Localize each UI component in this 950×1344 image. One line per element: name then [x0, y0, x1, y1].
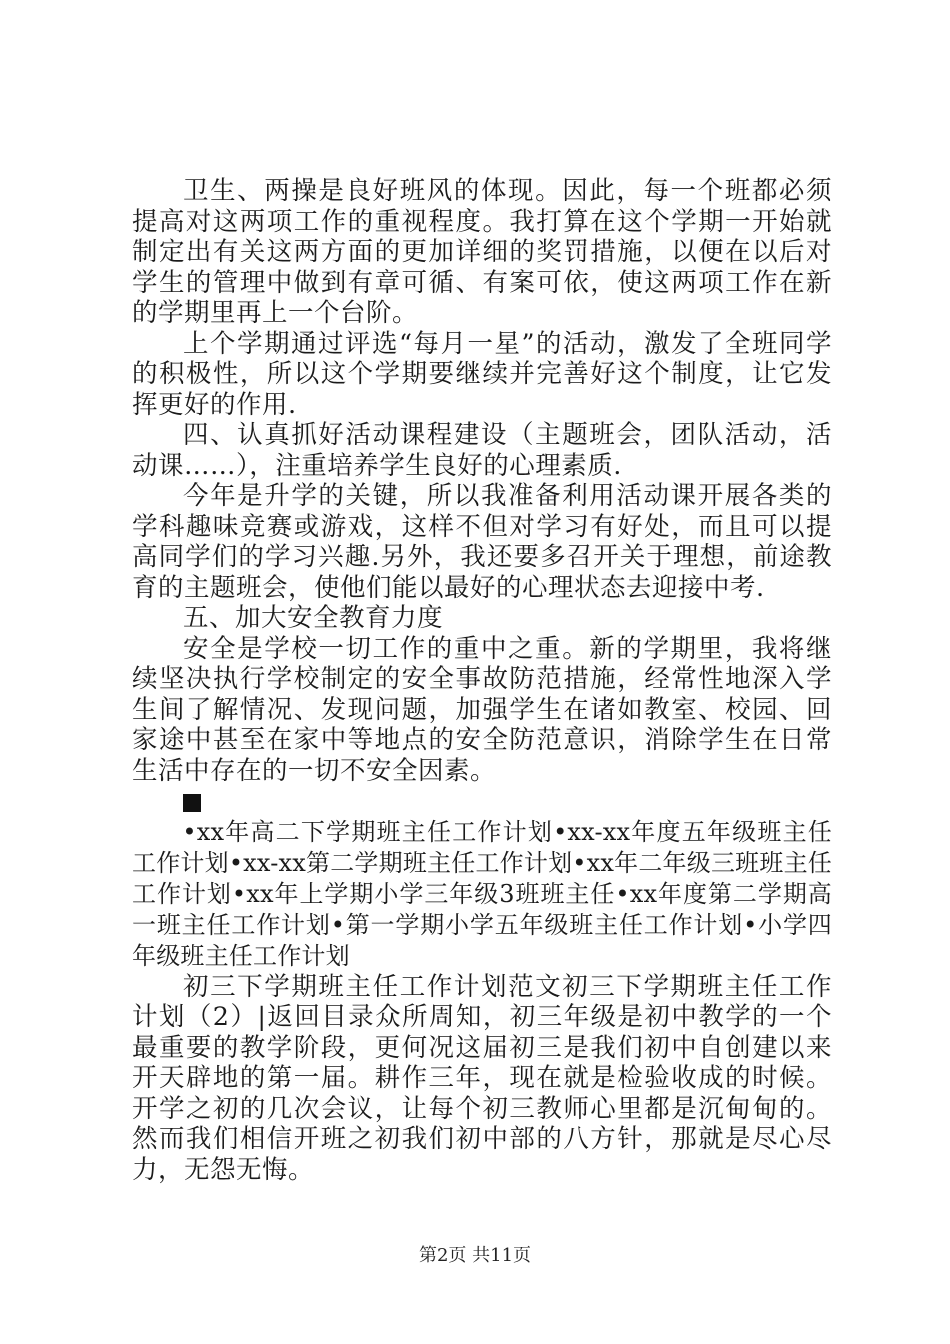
paragraph-star-of-month: 上个学期通过评选“每月一星”的活动，激发了全班同学的积极性，所以这个学期要继续并完善好这个制度，让它发挥更好的作用. [132, 328, 832, 420]
related-links[interactable]: •xx年高二下学期班主任工作计划•xx-xx年度五年级班主任工作计划•xx-xx第二学期班主任工作计划•xx年二年级三班班主任工作计划•xx年上学期小学三年级3班班主任•xx年度第二学期高一班主任工作计划•第一学期小学五年级班主任工作计划•小学四年级班主任工作计划 [132, 817, 832, 970]
document-body [132, 176, 832, 1185]
closing-paragraph: 初三下学期班主任工作计划范文初三下学期班主任工作计划（2）|返回目录众所周知，初三年级是初中教学的一个最重要的教学阶段，更何况这届初三是我们初中自创建以来开天辟地的第一届。耕作三年，现在就是检验收成的时候。开学之初的几次会议，让每个初三教师心里都是沉甸甸的。然而我们相信开班之初我们初中部的八方针，那就是尽心尽力，无怨无悔。 [132, 971, 832, 1185]
section-heading-five: 五、加大安全教育力度 [183, 603, 444, 633]
black-square-icon [183, 794, 201, 812]
paragraph-hygiene: 卫生、两操是良好班风的体现。因此，每一个班都必须提高对这两项工作的重视程度。我打算在这个学期一开始就制定出有关这两方面的更加详细的奖罚措施，以便在以后对学生的管理中做到有章可循、有案可依，使这两项工作在新的学期里再上一个台阶。 [132, 176, 832, 328]
separator-row [132, 786, 832, 817]
section-heading-four: 四、认真抓好活动课程建设（主题班会，团队活动，活动课……），注重培养学生良好的心理素质. [132, 420, 832, 481]
page-indicator: 第2页 共11页 [418, 1245, 532, 1266]
paragraph-safety: 安全是学校一切工作的重中之重。新的学期里，我将继续坚决执行学校制定的安全事故防范措施，经常性地深入学生间了解情况、发现问题，加强学生在诸如教室、校园、回家途中甚至在家中等地点的安全防范意识，消除学生在日常生活中存在的一切不安全因素。 [132, 633, 832, 786]
paragraph-activities: 今年是升学的关键，所以我准备利用活动课开展各类的学科趣味竞赛或游戏，这样不但对学习有好处，而且可以提高同学们的学习兴趣.另外，我还要多召开关于理想，前途教育的主题班会，使他们能以最好的心理状态去迎接中考. [132, 481, 832, 603]
